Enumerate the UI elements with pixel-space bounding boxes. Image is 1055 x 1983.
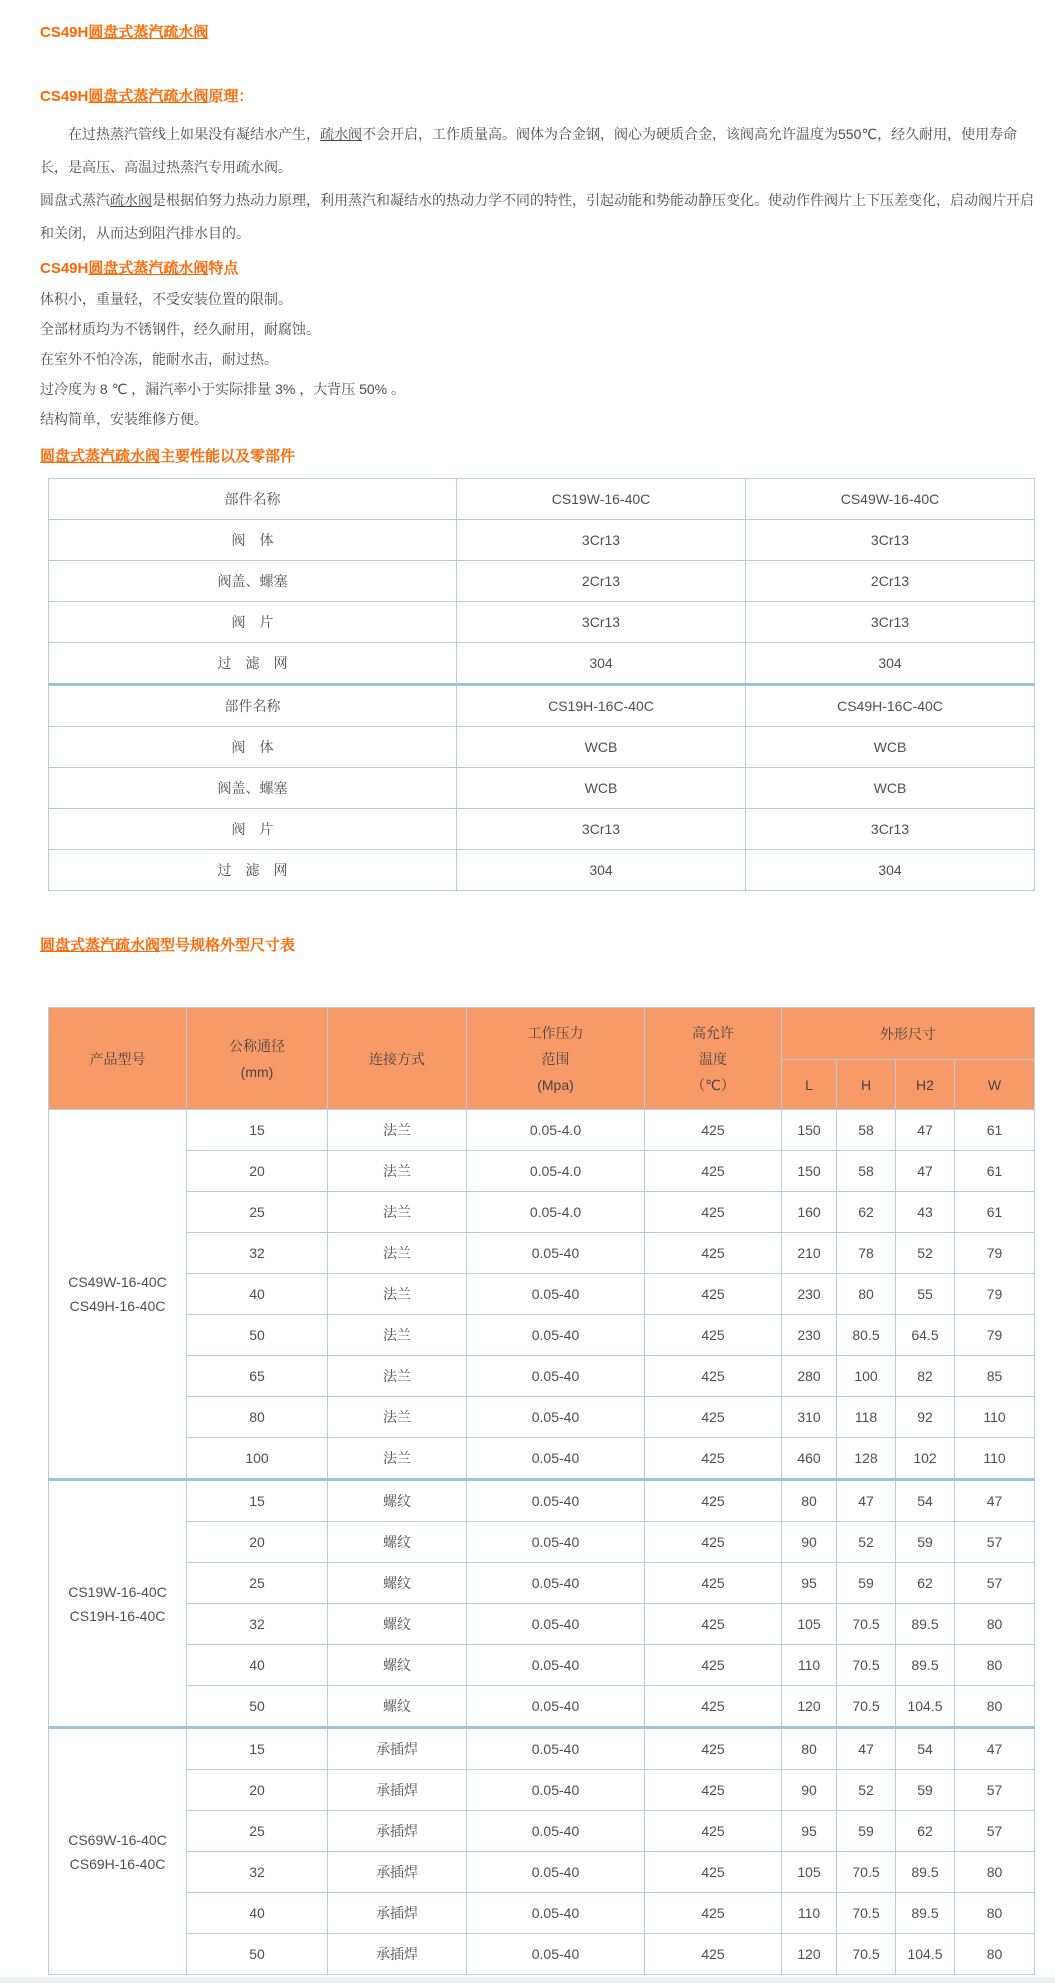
size-table-cell: 螺纹: [328, 1686, 467, 1728]
size-table-cell: 52: [837, 1522, 896, 1563]
product-model-cell: [49, 1480, 187, 1728]
size-table-cell: 95: [782, 1563, 837, 1604]
size-table-heading: [40, 937, 1037, 955]
size-table-cell: 15: [187, 1728, 328, 1770]
size-table-cell: 425: [645, 1480, 782, 1522]
parts-table-cell: 3Cr13: [746, 520, 1035, 561]
parts-table-heading: [40, 448, 1037, 466]
header-line: (mm): [240, 1063, 274, 1080]
parts-table-row: [49, 561, 1035, 602]
size-table-cell: 89.5: [896, 1893, 955, 1934]
size-table-cell: 0.05-40: [467, 1934, 645, 1975]
parts-table-row: [49, 602, 1035, 643]
size-table-cell: 310: [782, 1397, 837, 1438]
size-table-cell: 425: [645, 1315, 782, 1356]
size-table-cell: 43: [896, 1192, 955, 1233]
size-table-row: [49, 1770, 1035, 1811]
parts-materials-table: [48, 478, 1035, 891]
parts-table-cell: 过 滤 网: [49, 643, 457, 685]
size-table-cell: 0.05-40: [467, 1604, 645, 1645]
size-table-cell: 425: [645, 1274, 782, 1315]
parts-table-row: [49, 768, 1035, 809]
inline-link[interactable]: 圆盘式蒸汽疏水阀: [88, 24, 209, 41]
size-table-cell: 70.5: [837, 1645, 896, 1686]
size-table-cell: 120: [782, 1934, 837, 1975]
page-title: [40, 24, 1037, 42]
col-header-nominal-diameter: [187, 1008, 328, 1110]
size-table-cell: 78: [837, 1233, 896, 1274]
size-table-cell: 32: [187, 1233, 328, 1274]
parts-table-cell: 阀盖、螺塞: [49, 561, 457, 602]
parts-table-cell: CS49H-16C-40C: [746, 685, 1035, 727]
size-table-cell: 32: [187, 1852, 328, 1893]
col-header-working-pressure: [467, 1008, 645, 1110]
size-table-cell: 0.05-40: [467, 1811, 645, 1852]
size-table-cell: 螺纹: [328, 1480, 467, 1522]
size-table-cell: 0.05-40: [467, 1522, 645, 1563]
header-line: 温度: [699, 1050, 727, 1067]
size-table-cell: 0.05-40: [467, 1233, 645, 1274]
size-table-cell: 59: [837, 1811, 896, 1852]
text-segment: CS49H: [40, 88, 89, 105]
feature-item: 在室外不怕冷冻，能耐水击，耐过热。: [40, 351, 278, 367]
size-table-cell: 80: [955, 1852, 1035, 1893]
parts-table-cell: CS19H-16C-40C: [457, 685, 746, 727]
size-table-cell: 82: [896, 1356, 955, 1397]
size-table-cell: 54: [896, 1480, 955, 1522]
size-table-cell: 螺纹: [328, 1563, 467, 1604]
size-table-cell: 0.05-4.0: [467, 1192, 645, 1233]
size-table-cell: 47: [896, 1151, 955, 1192]
product-model: CS69W-16-40C: [68, 1831, 167, 1848]
size-table-cell: 150: [782, 1110, 837, 1151]
header-line: 工作压力: [527, 1024, 584, 1041]
size-table-row: [49, 1397, 1035, 1438]
size-table-cell: 425: [645, 1852, 782, 1893]
inline-link[interactable]: 圆盘式蒸汽疏水阀: [40, 448, 161, 465]
size-table-cell: 59: [896, 1770, 955, 1811]
size-table-cell: 425: [645, 1604, 782, 1645]
size-table-cell: 150: [782, 1151, 837, 1192]
parts-table-cell: 2Cr13: [457, 561, 746, 602]
size-table-row: [49, 1686, 1035, 1728]
principle-paragraph-2: [40, 184, 1037, 250]
size-table-cell: 57: [955, 1522, 1035, 1563]
col-header-dim-l: L: [782, 1060, 837, 1110]
header-line: 公称通径: [229, 1037, 285, 1054]
size-table-cell: 0.05-40: [467, 1356, 645, 1397]
parts-table-row: [49, 727, 1035, 768]
size-table-row: [49, 1151, 1035, 1192]
size-table-row: [49, 1934, 1035, 1975]
product-model: CS19H-16-40C: [69, 1607, 166, 1624]
parts-table-cell: 阀盖、螺塞: [49, 768, 457, 809]
size-table-cell: 0.05-4.0: [467, 1110, 645, 1151]
size-table-cell: 25: [187, 1811, 328, 1852]
size-table-cell: 58: [837, 1151, 896, 1192]
size-table-cell: 79: [955, 1274, 1035, 1315]
size-table-row: [49, 1728, 1035, 1770]
parts-table-row: [49, 643, 1035, 685]
size-table-cell: 425: [645, 1770, 782, 1811]
size-table-cell: 425: [645, 1686, 782, 1728]
size-table-cell: 425: [645, 1522, 782, 1563]
parts-table-cell: 过 滤 网: [49, 850, 457, 891]
size-table-cell: 110: [782, 1893, 837, 1934]
parts-table-cell: 3Cr13: [746, 809, 1035, 850]
size-table-cell: 40: [187, 1893, 328, 1934]
principle-heading: [40, 88, 1037, 106]
size-table-cell: 80: [187, 1397, 328, 1438]
size-table-cell: 460: [782, 1438, 837, 1480]
size-table-cell: 79: [955, 1233, 1035, 1274]
inline-link[interactable]: 圆盘式蒸汽疏水阀: [88, 88, 209, 105]
size-table-cell: 425: [645, 1728, 782, 1770]
size-table-cell: 105: [782, 1852, 837, 1893]
product-model: CS19W-16-40C: [68, 1583, 167, 1600]
size-table-cell: 法兰: [328, 1192, 467, 1233]
text-segment: 主要性能以及零部件: [160, 448, 296, 465]
size-table-cell: 0.05-40: [467, 1893, 645, 1934]
size-table-cell: 52: [837, 1770, 896, 1811]
size-table-cell: 160: [782, 1192, 837, 1233]
size-table-cell: 25: [187, 1563, 328, 1604]
size-table-cell: 58: [837, 1110, 896, 1151]
size-table-cell: 承插焊: [328, 1811, 467, 1852]
size-table-cell: 80: [955, 1893, 1035, 1934]
parts-table-cell: CS19W-16-40C: [457, 479, 746, 520]
parts-table-cell: WCB: [457, 768, 746, 809]
text-segment: 是根据伯努力热动力原理，利用蒸汽和凝结水的热动力学不同的特性，引起动能和势能动静压变化。使动作件阀片上下压差变化，启动阀片开启和关闭，从而达到阻汽排水目的。: [40, 192, 1034, 241]
parts-table-cell: 304: [457, 850, 746, 891]
size-table-cell: 40: [187, 1274, 328, 1315]
size-table-cell: 425: [645, 1192, 782, 1233]
size-table-cell: 59: [896, 1522, 955, 1563]
size-table-cell: 0.05-40: [467, 1852, 645, 1893]
parts-table-cell: 3Cr13: [457, 520, 746, 561]
parts-table-cell: 304: [746, 850, 1035, 891]
size-table-cell: 100: [187, 1438, 328, 1480]
size-table-cell: 0.05-40: [467, 1770, 645, 1811]
size-table-cell: 0.05-40: [467, 1480, 645, 1522]
size-table-cell: 0.05-40: [467, 1315, 645, 1356]
size-table-cell: 承插焊: [328, 1728, 467, 1770]
size-table-row: [49, 1315, 1035, 1356]
size-table-cell: 61: [955, 1151, 1035, 1192]
features-heading: [40, 260, 1037, 278]
size-table-cell: 螺纹: [328, 1645, 467, 1686]
size-table-cell: 承插焊: [328, 1934, 467, 1975]
parts-table-cell: WCB: [746, 768, 1035, 809]
size-table-cell: 70.5: [837, 1604, 896, 1645]
parts-table-cell: 阀 片: [49, 809, 457, 850]
parts-table-cell: 304: [457, 643, 746, 685]
text-segment: 原理：: [208, 88, 254, 105]
parts-section-header-row: [49, 685, 1035, 727]
size-table-cell: 47: [837, 1480, 896, 1522]
size-table-row: [49, 1563, 1035, 1604]
header-line: 范围: [541, 1050, 570, 1067]
size-table-cell: 80: [782, 1728, 837, 1770]
size-table-cell: 230: [782, 1315, 837, 1356]
size-table-cell: 425: [645, 1151, 782, 1192]
size-table-header: [49, 1008, 1035, 1110]
size-table-cell: 20: [187, 1522, 328, 1563]
text-segment: CS49H: [40, 24, 89, 41]
size-table-row: [49, 1356, 1035, 1397]
col-header-max-temperature: [645, 1008, 782, 1110]
parts-table-cell: 阀 体: [49, 520, 457, 561]
col-header-dim-h: H: [837, 1060, 896, 1110]
parts-table-row: [49, 520, 1035, 561]
size-table-cell: 110: [782, 1645, 837, 1686]
size-table-cell: 425: [645, 1893, 782, 1934]
text-segment: 不会开启，工作质量高。阀体为合金钢，阀心为硬质合金，该阀高允许温度为550℃，经久耐用，使用寿命长，是高压、高温过热蒸汽专用疏水阀。: [40, 126, 1018, 175]
col-header-product-model: 产品型号: [49, 1008, 187, 1110]
size-table-row: [49, 1811, 1035, 1852]
size-table-cell: 0.05-40: [467, 1563, 645, 1604]
parts-table-row: [49, 850, 1035, 891]
size-table-cell: 52: [896, 1233, 955, 1274]
size-table-cell: 70.5: [837, 1852, 896, 1893]
size-table-row: [49, 1192, 1035, 1233]
product-model: CS69H-16-40C: [69, 1855, 166, 1872]
parts-table-row: [49, 809, 1035, 850]
size-table-cell: 54: [896, 1728, 955, 1770]
size-table-cell: 92: [896, 1397, 955, 1438]
parts-table-cell: 阀 体: [49, 727, 457, 768]
size-table-row: [49, 1852, 1035, 1893]
parts-table-cell: 2Cr13: [746, 561, 1035, 602]
model-dimensions-table: [48, 1007, 1035, 1975]
size-table-cell: 0.05-40: [467, 1645, 645, 1686]
text-segment: 型号规格外型尺寸表: [160, 937, 296, 954]
product-model-cell: [49, 1110, 187, 1480]
size-table-cell: 47: [955, 1480, 1035, 1522]
size-table-cell: 0.05-40: [467, 1728, 645, 1770]
size-table-row: [49, 1438, 1035, 1480]
parts-table-cell: 3Cr13: [457, 809, 746, 850]
header-line: （℃）: [691, 1076, 735, 1093]
feature-item: 全部材质均为不锈钢件，经久耐用，耐腐蚀。: [40, 321, 320, 337]
size-table-cell: 法兰: [328, 1233, 467, 1274]
parts-table-cell: 3Cr13: [746, 602, 1035, 643]
col-header-outline-dimensions: 外形尺寸: [782, 1008, 1035, 1060]
size-table-cell: 承插焊: [328, 1852, 467, 1893]
parts-table-cell: WCB: [457, 727, 746, 768]
size-table-cell: 法兰: [328, 1397, 467, 1438]
size-table-cell: 70.5: [837, 1934, 896, 1975]
size-table-cell: 425: [645, 1356, 782, 1397]
product-model: CS49H-16-40C: [69, 1298, 166, 1314]
size-table-cell: 280: [782, 1356, 837, 1397]
size-table-cell: 118: [837, 1397, 896, 1438]
size-table-cell: 0.05-4.0: [467, 1151, 645, 1192]
size-table-cell: 法兰: [328, 1274, 467, 1315]
feature-item: 体积小，重量轻，不受安装位置的限制。: [40, 291, 292, 307]
size-table-cell: 80: [955, 1934, 1035, 1975]
size-table-cell: 89.5: [896, 1852, 955, 1893]
product-model: CS49W-16-40C: [68, 1274, 167, 1290]
size-table-cell: 47: [896, 1110, 955, 1151]
parts-table-cell: 304: [746, 643, 1035, 685]
size-table-cell: 64.5: [896, 1315, 955, 1356]
parts-table-cell: CS49W-16-40C: [746, 479, 1035, 520]
feature-item: 结构简单，安装维修方便。: [40, 411, 208, 427]
size-table-cell: 15: [187, 1480, 328, 1522]
size-table-cell: 85: [955, 1356, 1035, 1397]
size-table-cell: 50: [187, 1686, 328, 1728]
text-segment: CS49H: [40, 260, 89, 277]
size-table-cell: 105: [782, 1604, 837, 1645]
size-table-cell: 0.05-40: [467, 1274, 645, 1315]
size-table-cell: 80: [955, 1604, 1035, 1645]
header-line: 高允许: [692, 1024, 734, 1041]
col-header-connection-type: 连接方式: [328, 1008, 467, 1110]
size-table-row: [49, 1893, 1035, 1934]
text-segment: 在过热蒸汽管线上如果没有凝结水产生，: [68, 126, 320, 142]
principle-paragraph-1: [40, 118, 1037, 184]
size-table-cell: 95: [782, 1811, 837, 1852]
size-table-body: [49, 1110, 1035, 1975]
inline-link[interactable]: 圆盘式蒸汽疏水阀: [88, 260, 209, 277]
size-table-cell: 80: [837, 1274, 896, 1315]
header-line: (Mpa): [537, 1076, 574, 1093]
size-table-cell: 32: [187, 1604, 328, 1645]
size-table-cell: 法兰: [328, 1356, 467, 1397]
size-table-cell: 425: [645, 1233, 782, 1274]
size-table-cell: 100: [837, 1356, 896, 1397]
size-table-cell: 425: [645, 1934, 782, 1975]
size-table-cell: 70.5: [837, 1686, 896, 1728]
size-table-row: [49, 1233, 1035, 1274]
size-table-cell: 0.05-40: [467, 1686, 645, 1728]
size-table-cell: 20: [187, 1770, 328, 1811]
size-table-cell: 40: [187, 1645, 328, 1686]
size-table-cell: 59: [837, 1563, 896, 1604]
size-table-cell: 55: [896, 1274, 955, 1315]
size-table-row: [49, 1522, 1035, 1563]
size-table-cell: 57: [955, 1811, 1035, 1852]
product-model-cell: [49, 1728, 187, 1975]
col-header-dim-w: W: [955, 1060, 1035, 1110]
size-table-cell: 20: [187, 1151, 328, 1192]
size-table-cell: 承插焊: [328, 1893, 467, 1934]
page-bottom-strip: [0, 1977, 1055, 1983]
parts-section-header-row: [49, 479, 1035, 520]
size-table-cell: 90: [782, 1770, 837, 1811]
size-table-cell: 102: [896, 1438, 955, 1480]
size-table-cell: 47: [955, 1728, 1035, 1770]
size-table-cell: 25: [187, 1192, 328, 1233]
inline-link[interactable]: 疏水阀: [320, 126, 362, 142]
size-table-cell: 50: [187, 1315, 328, 1356]
size-table-cell: 61: [955, 1192, 1035, 1233]
size-table-cell: 47: [837, 1728, 896, 1770]
size-table-cell: 法兰: [328, 1110, 467, 1151]
size-table-cell: 425: [645, 1811, 782, 1852]
size-table-cell: 62: [837, 1192, 896, 1233]
size-table-row: [49, 1480, 1035, 1522]
size-table-cell: 425: [645, 1397, 782, 1438]
size-table-cell: 104.5: [896, 1934, 955, 1975]
size-table-cell: 50: [187, 1934, 328, 1975]
size-table-cell: 210: [782, 1233, 837, 1274]
size-table-cell: 62: [896, 1811, 955, 1852]
size-table-cell: 89.5: [896, 1604, 955, 1645]
size-table-cell: 螺纹: [328, 1522, 467, 1563]
size-table-cell: 110: [955, 1397, 1035, 1438]
parts-table-body: [49, 479, 1035, 891]
size-table-cell: 425: [645, 1645, 782, 1686]
size-table-cell: 90: [782, 1522, 837, 1563]
size-table-cell: 61: [955, 1110, 1035, 1151]
parts-table-cell: 部件名称: [49, 479, 457, 520]
size-table-cell: 15: [187, 1110, 328, 1151]
size-table-cell: 法兰: [328, 1315, 467, 1356]
size-table-cell: 70.5: [837, 1893, 896, 1934]
parts-table-cell: 阀 片: [49, 602, 457, 643]
size-table-cell: 110: [955, 1438, 1035, 1480]
size-table-cell: 80: [955, 1686, 1035, 1728]
size-table-cell: 230: [782, 1274, 837, 1315]
feature-item: 过冷度为 8 ℃ ，漏汽率小于实际排量 3% ，大背压 50% 。: [40, 381, 405, 397]
size-table-cell: 62: [896, 1563, 955, 1604]
size-table-cell: 79: [955, 1315, 1035, 1356]
inline-link[interactable]: 疏水阀: [110, 192, 152, 208]
parts-table-cell: 部件名称: [49, 685, 457, 727]
parts-table-cell: WCB: [746, 727, 1035, 768]
size-table-row: [49, 1274, 1035, 1315]
size-table-cell: 80: [782, 1480, 837, 1522]
size-table-cell: 法兰: [328, 1438, 467, 1480]
size-table-cell: 104.5: [896, 1686, 955, 1728]
size-table-cell: 57: [955, 1770, 1035, 1811]
size-table-row: [49, 1645, 1035, 1686]
size-table-cell: 425: [645, 1438, 782, 1480]
size-table-cell: 法兰: [328, 1151, 467, 1192]
parts-table-cell: 3Cr13: [457, 602, 746, 643]
col-header-dim-h2: H2: [896, 1060, 955, 1110]
size-table-cell: 425: [645, 1563, 782, 1604]
text-segment: 圆盘式蒸汽: [40, 192, 110, 208]
size-table-cell: 螺纹: [328, 1604, 467, 1645]
size-table-row: [49, 1110, 1035, 1151]
size-table-cell: 65: [187, 1356, 328, 1397]
size-table-cell: 承插焊: [328, 1770, 467, 1811]
text-segment: 特点: [208, 260, 239, 277]
size-table-cell: 120: [782, 1686, 837, 1728]
inline-link[interactable]: 圆盘式蒸汽疏水阀: [40, 937, 161, 954]
size-table-cell: 89.5: [896, 1645, 955, 1686]
size-table-cell: 80: [955, 1645, 1035, 1686]
size-table-cell: 0.05-40: [467, 1397, 645, 1438]
size-table-cell: 128: [837, 1438, 896, 1480]
size-table-cell: 425: [645, 1110, 782, 1151]
size-table-cell: 57: [955, 1563, 1035, 1604]
size-table-cell: 0.05-40: [467, 1438, 645, 1480]
size-table-row: [49, 1604, 1035, 1645]
size-table-cell: 80.5: [837, 1315, 896, 1356]
